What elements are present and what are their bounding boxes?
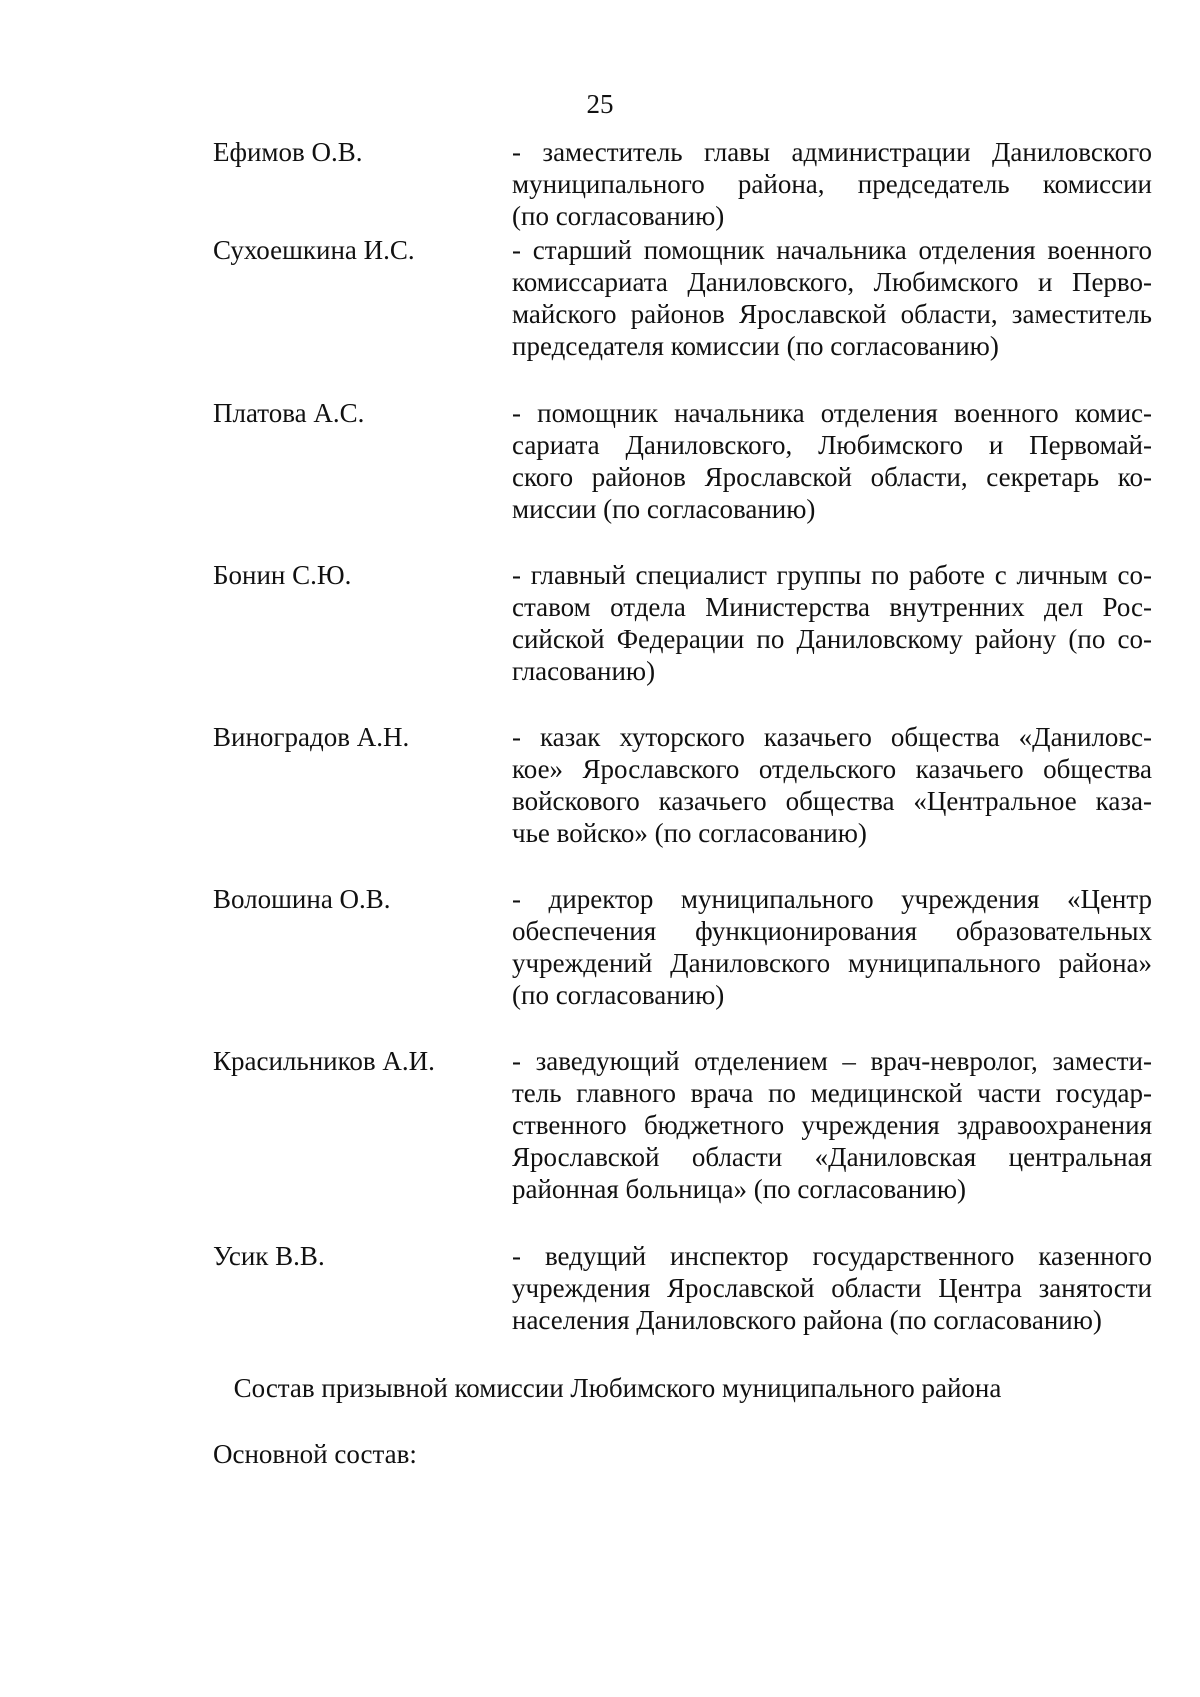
position-line: учреждения Ярославской области Центра занятости — [512, 1273, 1152, 1303]
position-line: - ведущий инспектор государственного казенного — [512, 1241, 1152, 1271]
position-line: (по согласованию) — [512, 201, 725, 231]
member-name: Усик В.В. — [213, 1241, 325, 1271]
position-line: миссии (по согласованию) — [512, 494, 816, 524]
position-line: учреждений Даниловского муниципального района» — [512, 948, 1152, 978]
member-position — [512, 1240, 1152, 1336]
member-name: Сухоешкина И.С. — [213, 235, 415, 265]
position-line: Ярославской области «Даниловская центральная — [512, 1142, 1152, 1172]
position-line: - директор муниципального учреждения «Центр — [512, 884, 1152, 914]
member-position — [512, 234, 1152, 362]
member-name: Красильников А.И. — [213, 1046, 435, 1076]
member-position — [512, 1045, 1152, 1205]
position-line: обеспечения функционирования образовательных — [512, 916, 1152, 946]
member-name: Волошина О.В. — [213, 884, 391, 914]
member-position — [512, 136, 1152, 232]
position-line: чье войско» (по согласованию) — [512, 818, 867, 848]
position-line: муниципального района, председатель комиссии — [512, 169, 1152, 199]
position-line: - заместитель главы администрации Даниловского — [512, 137, 1152, 167]
position-line: - помощник начальника отделения военного комис- — [512, 398, 1152, 428]
member-name: Ефимов О.В. — [213, 137, 363, 167]
position-line: войскового казачьего общества «Центральное каза- — [512, 786, 1152, 816]
position-line: - главный специалист группы по работе с личным со- — [512, 560, 1152, 590]
member-name: Бонин С.Ю. — [213, 560, 352, 590]
position-line: ственного бюджетного учреждения здравоохранения — [512, 1110, 1152, 1140]
position-line: гласованию) — [512, 656, 656, 686]
member-position — [512, 397, 1152, 525]
member-position — [512, 883, 1152, 1011]
position-line: - старший помощник начальника отделения военного — [512, 235, 1152, 265]
member-position — [512, 721, 1152, 849]
member-position — [512, 559, 1152, 687]
position-line: комиссариата Даниловского, Любимского и Перво- — [512, 267, 1152, 297]
position-line: майского районов Ярославской области, заместитель — [512, 299, 1152, 329]
member-name: Платова А.С. — [213, 398, 365, 428]
page-number: 25 — [586, 89, 614, 119]
position-line: (по согласованию) — [512, 980, 725, 1010]
position-line: ставом отдела Министерства внутренних дел Рос- — [512, 592, 1152, 622]
subheading: Основной состав: — [213, 1439, 417, 1469]
position-line: населения Даниловского района (по согласованию) — [512, 1305, 1102, 1335]
position-line: - казак хуторского казачьего общества «Даниловс- — [512, 722, 1152, 752]
position-line: кое» Ярославского отдельского казачьего общества — [512, 754, 1152, 784]
position-line: председателя комиссии (по согласованию) — [512, 331, 999, 361]
position-line: сийской Федерации по Даниловскому району (по со- — [512, 624, 1152, 654]
member-name: Виноградов А.Н. — [213, 722, 410, 752]
position-line: - заведующий отделением – врач-невролог, замести- — [512, 1046, 1152, 1076]
position-line: сариата Даниловского, Любимского и Первомай- — [512, 430, 1152, 460]
position-line: ского районов Ярославской области, секретарь ко- — [512, 462, 1152, 492]
position-line: районная больница» (по согласованию) — [512, 1174, 966, 1204]
section-title: Состав призывной комиссии Любимского муниципального района — [233, 1373, 1002, 1403]
position-line: тель главного врача по медицинской части государ- — [512, 1078, 1152, 1108]
